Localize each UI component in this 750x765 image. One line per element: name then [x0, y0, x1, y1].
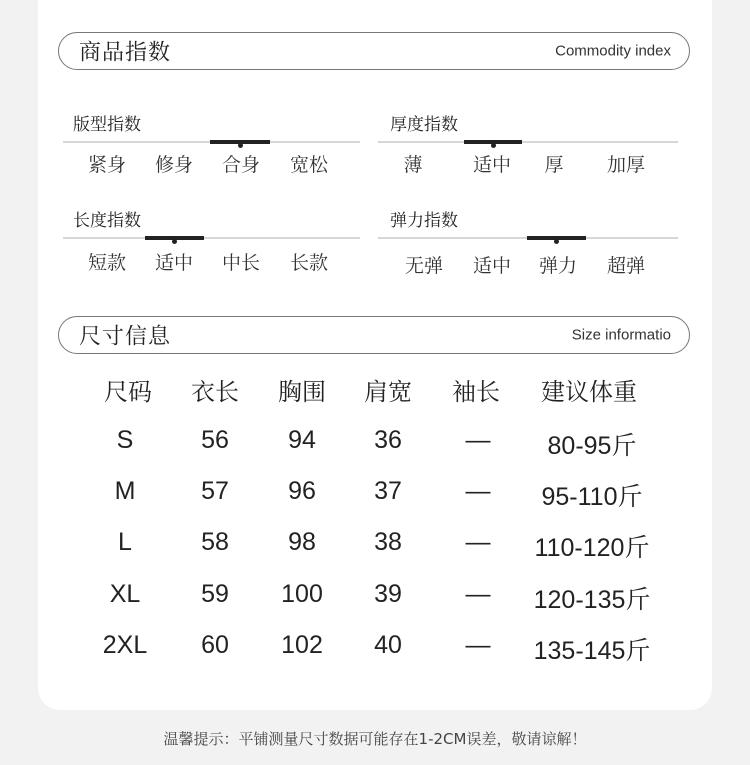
commodity-index-title: 商品指数: [79, 40, 172, 66]
size-info-subtitle: Size informatio: [571, 326, 671, 344]
cell-sleeve: —: [465, 631, 491, 659]
table-header-shoulder: 肩宽: [364, 378, 412, 406]
cell-weight: 120-135斤: [533, 586, 651, 614]
fit-option-2: 修身: [154, 154, 193, 176]
cell-weight: 80-95斤: [547, 432, 637, 460]
fit-index-scale: [63, 141, 360, 143]
fit-index-label: 版型指数: [73, 115, 141, 135]
cell-chest: 102: [281, 631, 323, 659]
cell-weight: 110-120斤: [534, 534, 650, 562]
size-info-title: 尺寸信息: [79, 324, 172, 350]
length-option-4: 长款: [289, 252, 328, 274]
cell-chest: 96: [288, 477, 316, 505]
fit-option-1: 紧身: [87, 154, 126, 176]
length-index-scale: [63, 237, 360, 239]
table-header-chest: 胸围: [278, 378, 326, 406]
cell-size: XL: [109, 580, 141, 608]
cell-chest: 94: [288, 426, 316, 454]
cell-shoulder: 37: [374, 477, 402, 505]
table-header-sleeve: 袖长: [452, 378, 500, 406]
cell-chest: 98: [288, 528, 316, 556]
table-header-weight: 建议体重: [541, 378, 637, 406]
cell-sleeve: —: [465, 477, 491, 505]
length-option-3: 中长: [221, 252, 260, 274]
cell-length: 59: [201, 580, 229, 608]
fit-option-4: 宽松: [289, 154, 328, 176]
length-index-label: 长度指数: [73, 211, 141, 231]
cell-weight: 135-145斤: [533, 637, 651, 665]
cell-sleeve: —: [465, 528, 491, 556]
length-option-1: 短款: [87, 252, 126, 274]
thickness-option-1: 薄: [403, 154, 423, 176]
cell-length: 56: [201, 426, 229, 454]
measurement-note: 温馨提示：平铺测量尺寸数据可能存在1-2CM误差，敬请谅解！: [163, 730, 587, 748]
cell-length: 57: [201, 477, 229, 505]
thickness-option-3: 厚: [544, 154, 564, 176]
cell-shoulder: 39: [374, 580, 402, 608]
cell-size: L: [118, 528, 132, 556]
cell-size: M: [114, 477, 136, 505]
thickness-index-scale: [378, 141, 678, 143]
stretch-option-3: 弹力: [538, 255, 577, 277]
thickness-index-marker: [464, 140, 522, 144]
cell-weight: 95-110斤: [541, 483, 643, 511]
commodity-index-header: [58, 32, 690, 70]
length-index-marker: [145, 236, 204, 240]
length-option-2: 适中: [154, 252, 193, 274]
cell-size: 2XL: [102, 631, 148, 659]
thickness-option-2: 适中: [472, 154, 511, 176]
table-header-length: 衣长: [191, 378, 239, 406]
cell-sleeve: —: [465, 580, 491, 608]
fit-option-3: 合身: [221, 154, 260, 176]
cell-shoulder: 36: [374, 426, 402, 454]
commodity-index-subtitle: Commodity index: [555, 42, 671, 60]
stretch-index-scale: [378, 237, 678, 239]
stretch-index-label: 弹力指数: [390, 211, 458, 231]
cell-shoulder: 40: [374, 631, 402, 659]
cell-chest: 100: [281, 580, 323, 608]
stretch-option-1: 无弹: [404, 255, 443, 277]
stretch-index-marker: [527, 236, 586, 240]
cell-length: 58: [201, 528, 229, 556]
fit-index-marker: [210, 140, 270, 144]
cell-sleeve: —: [465, 426, 491, 454]
size-info-header: [58, 316, 690, 354]
thickness-index-label: 厚度指数: [390, 115, 458, 135]
table-header-size: 尺码: [104, 378, 152, 406]
cell-size: S: [116, 426, 134, 454]
cell-length: 60: [201, 631, 229, 659]
cell-shoulder: 38: [374, 528, 402, 556]
stretch-option-4: 超弹: [606, 255, 645, 277]
thickness-option-4: 加厚: [606, 154, 645, 176]
stretch-option-2: 适中: [472, 255, 511, 277]
